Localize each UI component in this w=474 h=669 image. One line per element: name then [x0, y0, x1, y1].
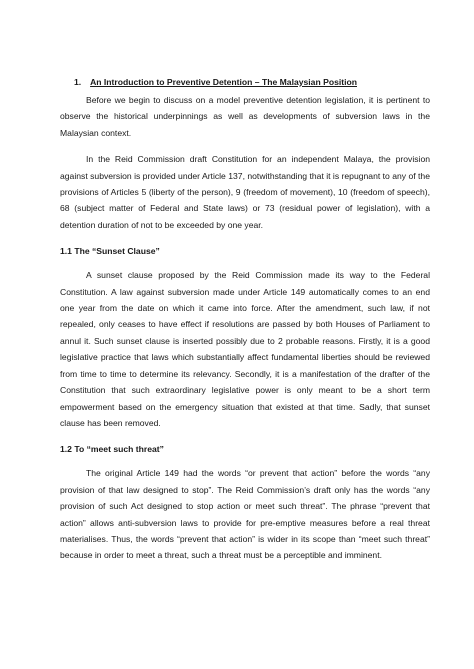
meet-such-threat-paragraph: The original Article 149 had the words “or prevent that action” before the words “any provision of that law designed to stop”. The Reid Commission’s draft only has the words “any provision of such Act designed to stop action or meet such threat”. The phrase “prevent that action” allows anti-subversion laws to provide for pre-emptive measures before a real threat materialises. Thus, the words “prevent that action” is wider in its scope than “meet such threat” because in order to meet a threat, such a threat must be a perceptible and imminent.	[60, 468, 430, 561]
section-heading-meet-such-threat: 1.2 To “meet such threat”	[60, 444, 164, 455]
intro-paragraph: Before we begin to discuss on a model preventive detention legislation, it is pertinent to observe the historical underpinnings as well as developments of subversion laws in the Malaysian context.	[60, 95, 430, 138]
main-heading	[60, 76, 430, 88]
reid-commission-paragraph: In the Reid Commission draft Constitution for an independent Malaya, the provision against subversion is provided under Article 137, notwithstanding that it is repugnant to any of the provisions of Articles 5 (liberty of the person), 9 (freedom of movement), 10 (freedom of speech), 68 (subject matter of Federal and State laws) or 73 (residual power of legislation), with a detention duration of not to be exceeded by one year.	[60, 154, 430, 230]
main-heading-number: 1.	[74, 77, 82, 87]
main-heading-title: An Introduction to Preventive Detention – The Malaysian Position	[90, 77, 357, 87]
section-heading-sunset-clause: 1.1 The “Sunset Clause”	[60, 246, 160, 257]
document-body	[60, 76, 430, 564]
sunset-clause-paragraph: A sunset clause proposed by the Reid Commission made its way to the Federal Constitution. A law against subversion made under Article 149 automatically comes to an end one year from the date on which it came into force. After the amendment, such law, if not repealed, only ceases to have effect if resolutions are passed by both Houses of Parliament to annul it. Such sunset clause is inserted possibly due to 2 probable reasons. Firstly, it is a good legislative practice that laws which substantially affect fundamental liberties should be reviewed from time to time to determine its relevancy. Secondly, it is a manifestation of the drafter of the Constitution that such extraordinary legislative power is only meant to be a short term empowerment based on the emergency situation that existed at that time. Sadly, that sunset clause has been removed.	[60, 270, 430, 428]
